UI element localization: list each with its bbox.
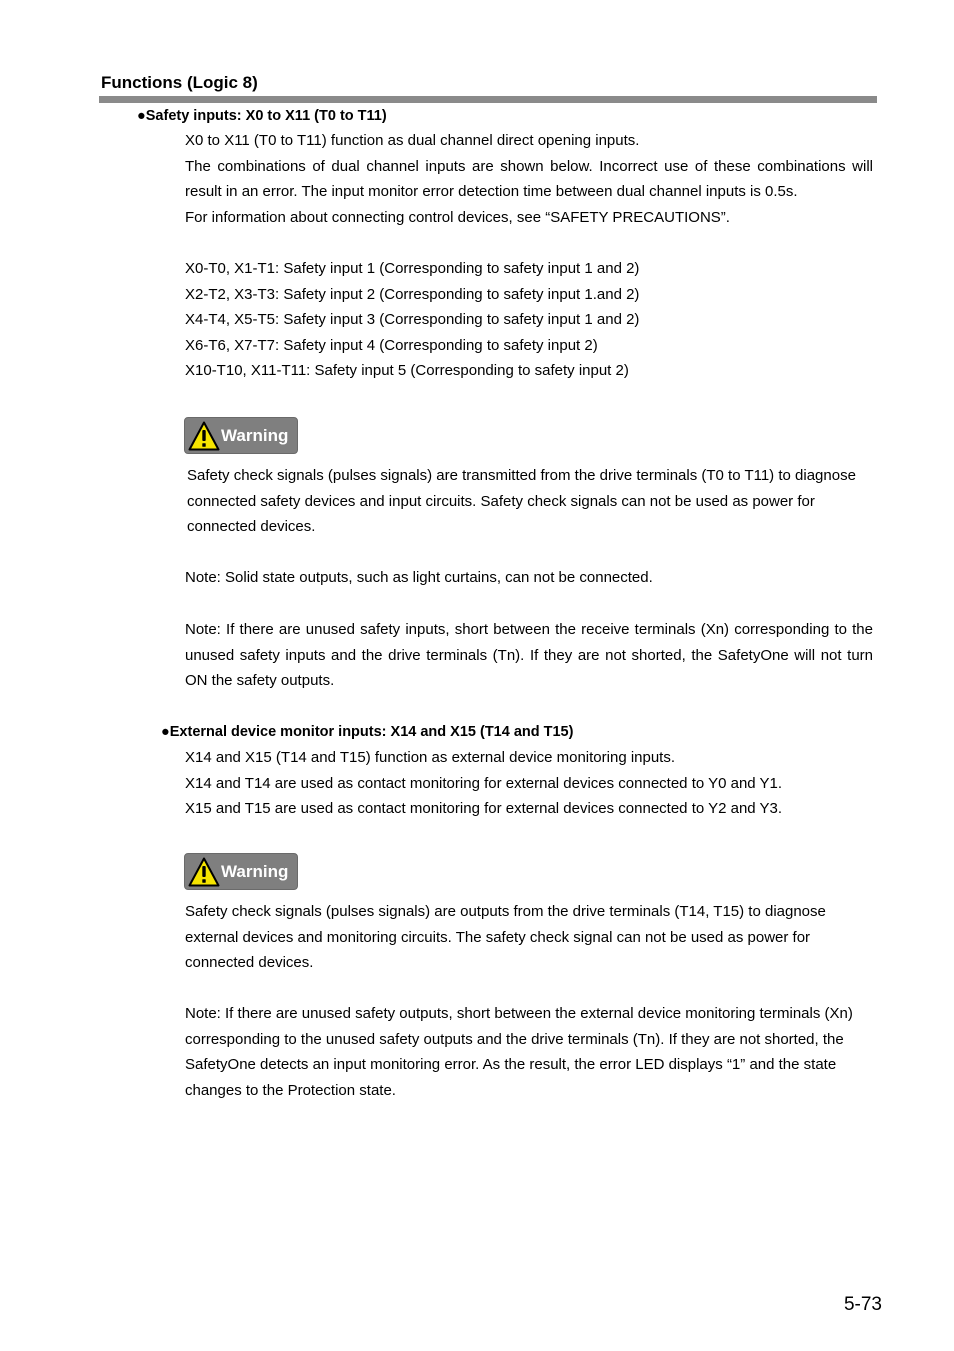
note-unused-inputs: [185, 617, 873, 694]
page-title: Functions (Logic 8): [101, 73, 258, 92]
warning-label: Warning: [221, 425, 289, 445]
safety-inputs-heading: ●Safety inputs: X0 to X11 (T0 to T11): [137, 108, 387, 124]
intro-line: X0 to X11 (T0 to T11) function as dual channel direct opening inputs.: [185, 132, 640, 149]
warning-text: [187, 463, 867, 540]
combination-line: X6-T6, X7-T7: Safety input 4 (Corresponding to safety input 2): [185, 336, 598, 354]
combination-line: X2-T2, X3-T3: Safety input 2 (Corresponding to safety input 1.and 2): [185, 285, 640, 303]
combination-line: X10-T10, X11-T11: Safety input 5 (Corresponding to safety input 2): [185, 362, 629, 380]
note-unused-outputs: [185, 1001, 873, 1103]
warning-label: Warning: [221, 861, 289, 881]
warning-text: [185, 899, 873, 976]
note-solid-state: [185, 565, 873, 591]
external-monitor-body: [185, 745, 873, 822]
title-rule: [99, 96, 877, 103]
note-paragraph: Note: Solid state outputs, such as light curtains, can not be connected.: [185, 569, 653, 586]
monitor-line: X15 and T15 are used as contact monitoring for external devices connected to Y2 and Y3.: [185, 800, 783, 818]
warning-triangle-icon: [188, 421, 220, 451]
warning-badge: [184, 417, 298, 454]
combination-line: X0-T0, X1-T1: Safety input 1 (Corresponding to safety input 1 and 2): [185, 259, 640, 277]
warning-paragraph: Safety check signals (pulses signals) are transmitted from the drive terminals (T0 to T11) to diagnose connected safety devices and input circuits. Safety check signals can not be used as power for connected devices.: [187, 467, 856, 536]
page-number: 5-73: [843, 1294, 882, 1315]
intro-line: For information about connecting control devices, see “SAFETY PRECAUTIONS”.: [185, 208, 730, 226]
external-monitor-heading: ●External device monitor inputs: X14 and X15 (T14 and T15): [161, 724, 574, 740]
monitor-line: X14 and X15 (T14 and T15) function as external device monitoring inputs.: [185, 749, 676, 766]
note-paragraph: Note: If there are unused safety outputs, short between the external device monitoring terminals (Xn) corresponding to the unused safety outputs and the drive terminals (Tn). If they are not shorted, the SafetyOne detects an input monitoring error. As the result, the error LED displays “1” and the state changes to the Protection state.: [185, 1005, 853, 1099]
safety-inputs-body: [185, 128, 873, 384]
intro-paragraph: The combinations of dual channel inputs are shown below. Incorrect use of these combinations will result in an error. The input monitor error detection time between dual channel inputs is 0.5s.: [185, 157, 873, 201]
warning-triangle-icon: [188, 857, 220, 887]
warning-badge: [184, 853, 298, 890]
monitor-line: X14 and T14 are used as contact monitoring for external devices connected to Y0 and Y1.: [185, 774, 783, 792]
combination-line: X4-T4, X5-T5: Safety input 3 (Corresponding to safety input 1 and 2): [185, 311, 640, 329]
warning-paragraph: Safety check signals (pulses signals) are outputs from the drive terminals (T14, T15) to diagnose external devices and monitoring circuits. The safety check signal can not be used as power for connected devices.: [185, 903, 826, 972]
note-paragraph: Note: If there are unused safety inputs, short between the receive terminals (Xn) corresponding to the unused safety inputs and the drive terminals (Tn). If they are not shorted, the SafetyOne will not turn ON the safety outputs.: [185, 621, 873, 690]
